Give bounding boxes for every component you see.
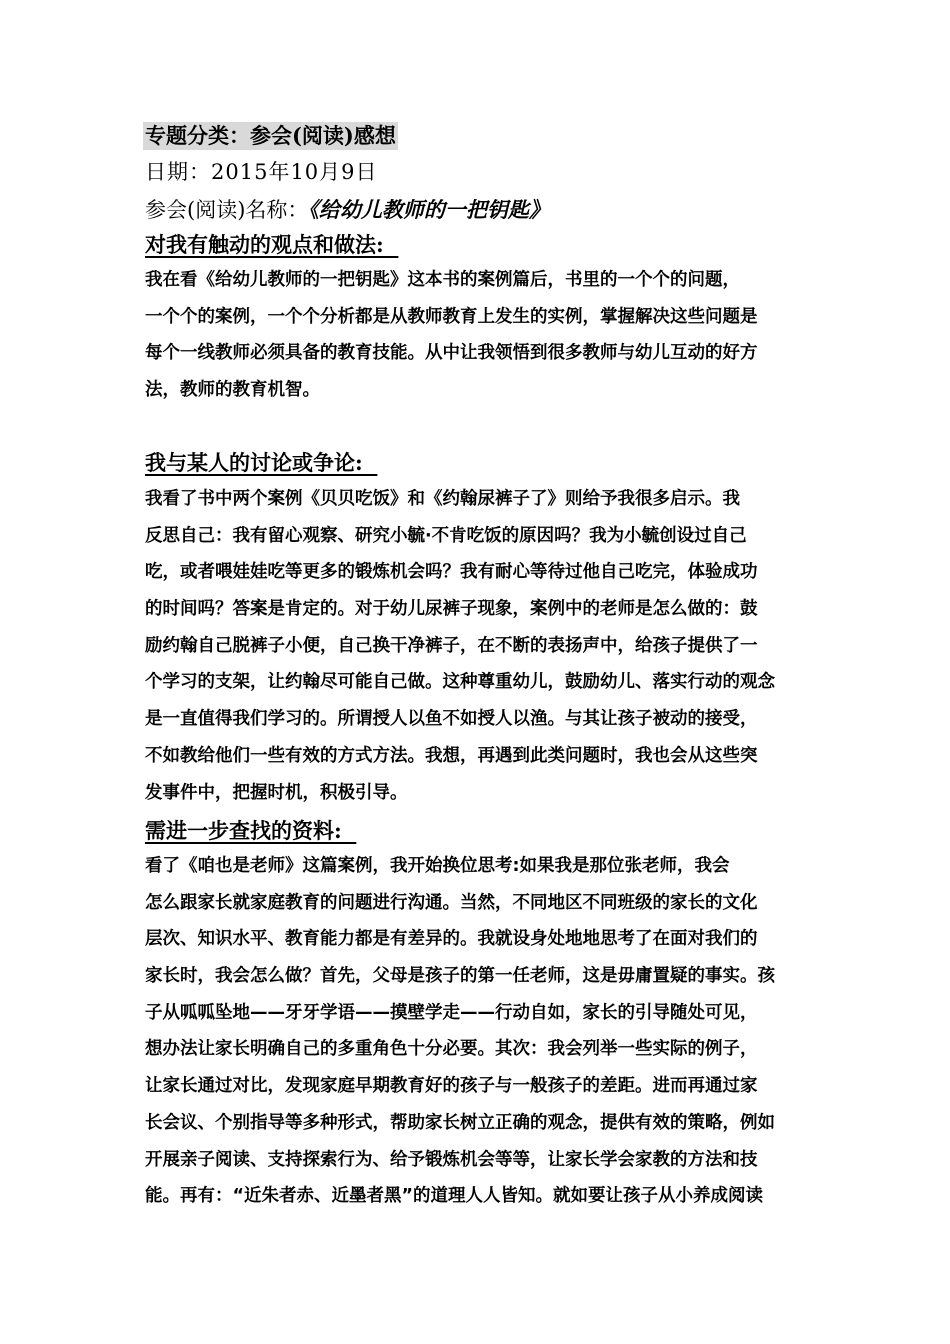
paragraph-line: 是一直值得我们学习的。所谓授人以鱼不如授人以渔。与其让孩子被动的接受， bbox=[145, 709, 758, 730]
reading-name-label: 参会(阅读)名称： bbox=[145, 198, 309, 222]
section-body-further-research bbox=[145, 848, 810, 1215]
section-body-insights bbox=[145, 262, 810, 409]
date-line: 日期：2015年10月9日 bbox=[145, 160, 378, 184]
section-heading-discussion: 我与某人的讨论或争论: bbox=[145, 450, 378, 475]
paragraph-line: 我在看《给幼儿教师的一把钥匙》这本书的案例篇后，书里的一个个的问题， bbox=[145, 270, 740, 290]
paragraph-line: 层次、知识水平、教育能力都是有差异的。我就设身处地地思考了在面对我们的 bbox=[145, 929, 758, 950]
topic-category: 专题分类：参会(阅读)感想 bbox=[145, 123, 396, 148]
paragraph-line: 家长时，我会怎么做？首先，父母是孩子的第一任老师，这是毋庸置疑的事实。孩 bbox=[145, 966, 775, 987]
section-heading-insights: 对我有触动的观点和做法: bbox=[145, 232, 399, 257]
paragraph-line: 怎么跟家长就家庭教育的问题进行沟通。当然，不同地区不同班级的家长的文化 bbox=[145, 892, 758, 913]
section-heading-further-research: 需进一步查找的资料: bbox=[145, 818, 357, 843]
paragraph-line: 法，教师的教育机智。 bbox=[145, 380, 320, 401]
paragraph-line: 能。再有：“近朱者赤、近墨者黑”的道理人人皆知。就如要让孩子从小养成阅读 bbox=[145, 1186, 764, 1207]
paragraph-line: 我看了书中两个案例《贝贝吃饭》和《约翰尿裤子了》则给予我很多启示。我 bbox=[145, 489, 740, 509]
paragraph-line: 励约翰自己脱裤子小便，自己换干净裤子，在不断的表扬声中，给孩子提供了一 bbox=[145, 635, 758, 656]
paragraph-line: 让家长通过对比，发现家庭早期教育好的孩子与一般孩子的差距。进而再通过家 bbox=[145, 1076, 758, 1097]
paragraph-line: 每个一线教师必须具备的教育技能。从中让我领悟到很多教师与幼儿互动的好方 bbox=[145, 343, 758, 364]
paragraph-line: 的时间吗？答案是肯定的。对于幼儿尿裤子现象，案例中的老师是怎么做的：鼓 bbox=[145, 599, 758, 620]
paragraph-line: 不如教给他们一些有效的方式方法。我想，再遇到此类问题时，我也会从这些突 bbox=[145, 745, 758, 766]
paragraph-line: 吃，或者喂娃娃吃等更多的锻炼机会吗？我有耐心等待过他自己吃完，体验成功 bbox=[145, 562, 758, 583]
reading-name-line bbox=[145, 196, 550, 224]
paragraph-line: 个学习的支架，让约翰尽可能自己做。这种尊重幼儿，鼓励幼儿、落实行动的观念 bbox=[145, 672, 775, 693]
section-body-discussion bbox=[145, 481, 810, 811]
paragraph-line: 子从呱呱坠地——牙牙学语——摸壁学走——行动自如，家长的引导随处可见， bbox=[145, 1002, 758, 1023]
paragraph-line: 看了《咱也是老师》这篇案例，我开始换位思考:如果我是那位张老师，我会 bbox=[145, 856, 730, 876]
paragraph-line: 反思自己：我有留心观察、研究小毓·不肯吃饭的原因吗？我为小毓创设过自己 bbox=[145, 525, 747, 546]
book-title: 《给幼儿教师的一把钥匙》 bbox=[308, 197, 550, 222]
paragraph-line: 长会议、个别指导等多种形式，帮助家长树立正确的观念，提供有效的策略，例如 bbox=[145, 1112, 775, 1133]
paragraph-line: 一个个的案例，一个个分析都是从教师教育上发生的实例，掌握解决这些问题是 bbox=[145, 306, 758, 327]
paragraph-line: 发事件中，把握时机，积极引导。 bbox=[145, 782, 408, 803]
paragraph-line: 想办法让家长明确自己的多重角色十分必要。其次：我会列举一些实际的例子， bbox=[145, 1039, 758, 1060]
paragraph-line: 开展亲子阅读、支持探索行为、给予锻炼机会等等，让家长学会家教的方法和技 bbox=[145, 1149, 758, 1170]
